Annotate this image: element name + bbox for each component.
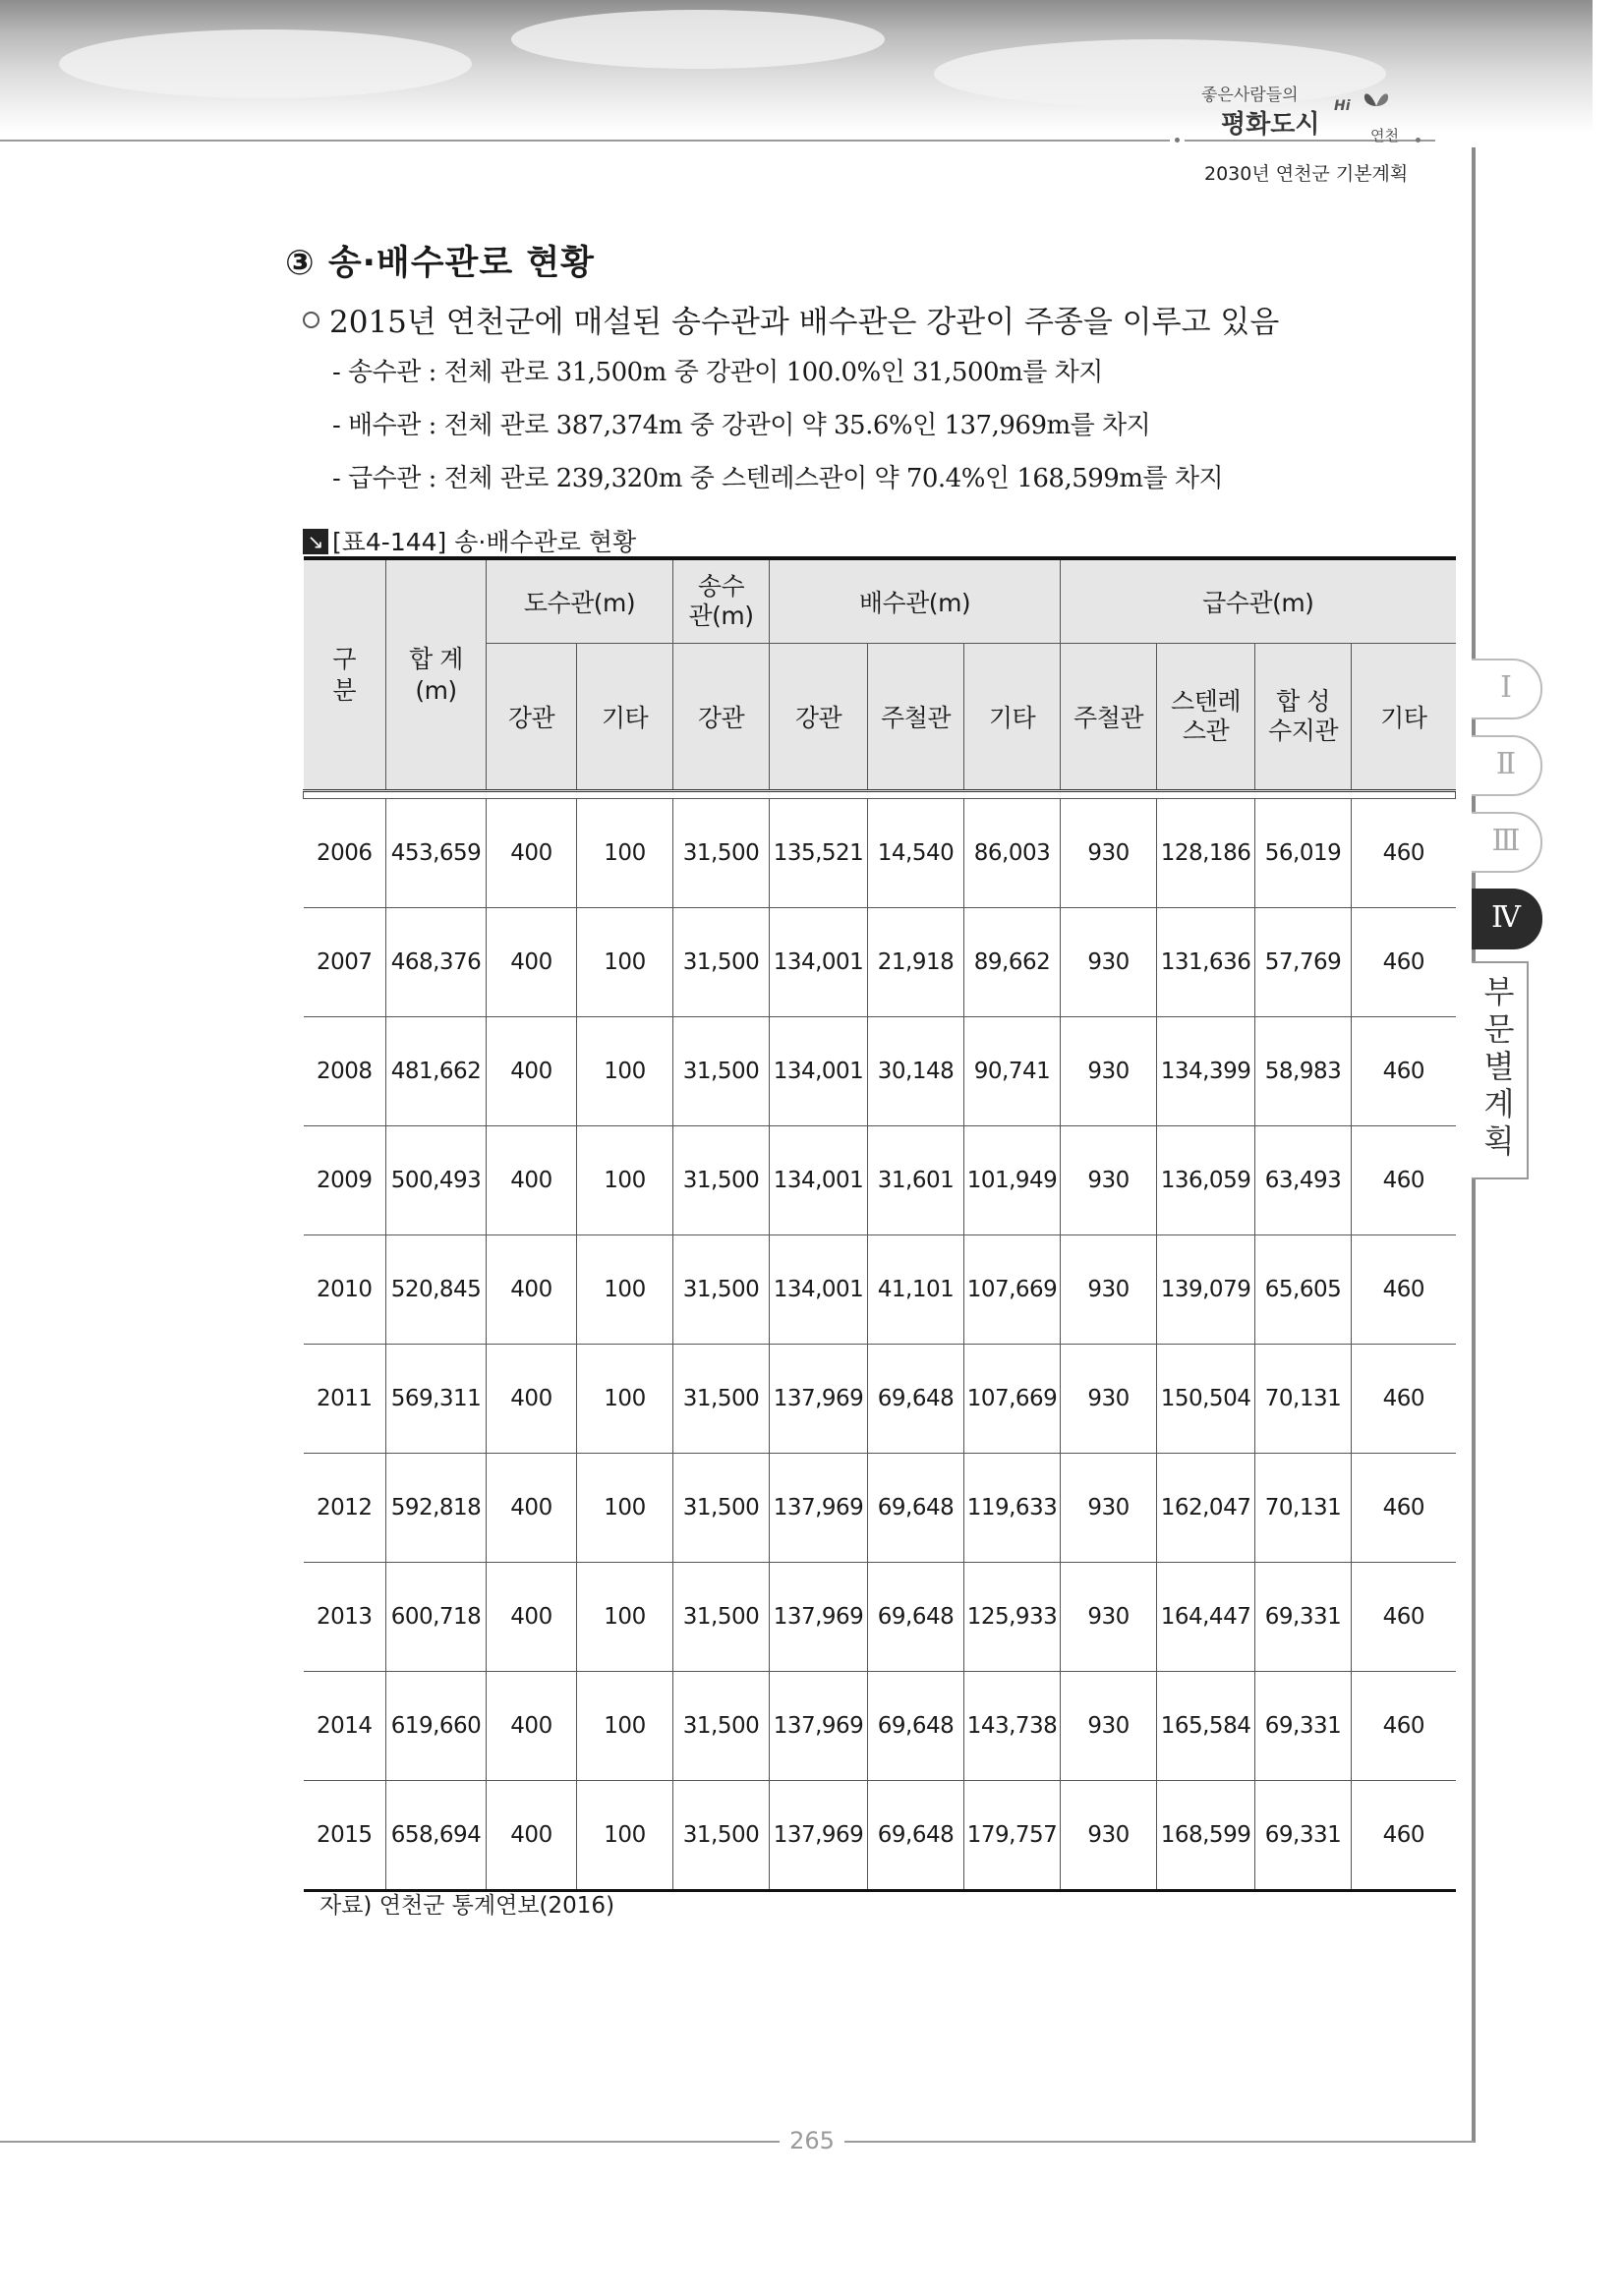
value-cell: 69,648 [868, 1454, 964, 1563]
chapter-label-char: 계 [1483, 1085, 1515, 1122]
value-cell: 58,983 [1255, 1017, 1352, 1126]
value-cell: 69,648 [868, 1345, 964, 1454]
value-cell: 30,148 [868, 1017, 964, 1126]
subheader: 주철관 [1061, 644, 1157, 791]
value-cell: 179,757 [964, 1781, 1061, 1891]
subheader: 기타 [1352, 644, 1456, 791]
value-cell: 592,818 [386, 1454, 487, 1563]
value-cell: 100 [577, 799, 673, 908]
value-cell: 520,845 [386, 1235, 487, 1345]
value-cell: 107,669 [964, 1345, 1061, 1454]
value-cell: 119,633 [964, 1454, 1061, 1563]
value-cell: 453,659 [386, 799, 487, 908]
table-row [304, 1345, 1456, 1454]
value-cell: 31,500 [673, 1126, 770, 1235]
value-cell: 57,769 [1255, 908, 1352, 1017]
butterfly-icon [1362, 88, 1391, 112]
chapter-label-char: 별 [1483, 1048, 1515, 1085]
value-cell: 31,500 [673, 908, 770, 1017]
value-cell: 69,648 [868, 1563, 964, 1672]
header-rule [0, 140, 1170, 142]
arrow-icon: ↘ [303, 529, 328, 554]
value-cell: 31,500 [673, 799, 770, 908]
chapter-label-char: 획 [1483, 1122, 1515, 1160]
value-cell: 460 [1352, 1345, 1456, 1454]
value-cell: 89,662 [964, 908, 1061, 1017]
header-total: 합 계 (m) [386, 558, 487, 791]
year-cell: 2007 [304, 908, 386, 1017]
value-cell: 100 [577, 1672, 673, 1781]
value-cell: 162,047 [1157, 1454, 1255, 1563]
value-cell: 70,131 [1255, 1345, 1352, 1454]
section-title: ③ 송·배수관로 현황 [285, 244, 595, 283]
value-cell: 131,636 [1157, 908, 1255, 1017]
detail-line: - 송수관 : 전체 관로 31,500m 중 강관이 100.0%인 31,500m를 차지 [332, 358, 1103, 387]
value-cell: 41,101 [868, 1235, 964, 1345]
table-caption [303, 523, 636, 558]
value-cell: 100 [577, 908, 673, 1017]
brand-city: 연천 [1370, 127, 1399, 144]
header-dosu: 도수관(m) [487, 558, 673, 644]
value-cell: 135,521 [770, 799, 868, 908]
value-cell: 619,660 [386, 1672, 487, 1781]
detail-line: - 급수관 : 전체 관로 239,320m 중 스텐레스관이 약 70.4%인 168,599m를 차지 [332, 464, 1224, 493]
summary-text: 2015년 연천군에 매설된 송수관과 배수관은 강관이 주종을 이루고 있음 [329, 305, 1280, 340]
chapter-label [1472, 961, 1529, 1179]
value-cell: 460 [1352, 1235, 1456, 1345]
table-row [304, 1781, 1456, 1891]
value-cell: 400 [487, 1126, 577, 1235]
chapter-tab-3[interactable]: Ⅲ [1472, 812, 1542, 873]
table-row [304, 1672, 1456, 1781]
year-cell: 2013 [304, 1563, 386, 1672]
brand-line2: 평화도시 [1221, 110, 1320, 140]
page-number-text: 265 [780, 2127, 844, 2154]
table-row [304, 1454, 1456, 1563]
value-cell: 400 [487, 1235, 577, 1345]
value-cell: 65,605 [1255, 1235, 1352, 1345]
bullet-icon [303, 312, 319, 328]
page-number [0, 2127, 1624, 2154]
value-cell: 134,001 [770, 1235, 868, 1345]
value-cell: 69,331 [1255, 1672, 1352, 1781]
header-baesu: 배수관(m) [770, 558, 1061, 644]
value-cell: 137,969 [770, 1781, 868, 1891]
value-cell: 31,500 [673, 1672, 770, 1781]
value-cell: 400 [487, 1345, 577, 1454]
subheader: 합 성 수지관 [1255, 644, 1352, 791]
year-cell: 2010 [304, 1235, 386, 1345]
value-cell: 137,969 [770, 1672, 868, 1781]
value-cell: 69,648 [868, 1781, 964, 1891]
value-cell: 460 [1352, 1781, 1456, 1891]
brand-line1: 좋은사람들의 [1201, 86, 1299, 105]
chapter-tab-2[interactable]: Ⅱ [1472, 735, 1542, 796]
value-cell: 31,500 [673, 1454, 770, 1563]
value-cell: 150,504 [1157, 1345, 1255, 1454]
value-cell: 134,399 [1157, 1017, 1255, 1126]
value-cell: 460 [1352, 1563, 1456, 1672]
table-row [304, 1126, 1456, 1235]
value-cell: 70,131 [1255, 1454, 1352, 1563]
subheader: 강관 [487, 644, 577, 791]
chapter-tab-1[interactable]: Ⅰ [1472, 659, 1542, 719]
brand-hi: Hi [1334, 98, 1351, 114]
value-cell: 400 [487, 1454, 577, 1563]
value-cell: 930 [1061, 1454, 1157, 1563]
value-cell: 658,694 [386, 1781, 487, 1891]
value-cell: 100 [577, 1235, 673, 1345]
value-cell: 460 [1352, 1672, 1456, 1781]
header-separator [304, 791, 1456, 799]
value-cell: 69,331 [1255, 1563, 1352, 1672]
value-cell: 31,500 [673, 1345, 770, 1454]
year-cell: 2015 [304, 1781, 386, 1891]
value-cell: 137,969 [770, 1454, 868, 1563]
value-cell: 460 [1352, 908, 1456, 1017]
value-cell: 31,500 [673, 1235, 770, 1345]
table-row [304, 1017, 1456, 1126]
value-cell: 400 [487, 1781, 577, 1891]
value-cell: 31,500 [673, 1017, 770, 1126]
detail-line: - 배수관 : 전체 관로 387,374m 중 강관이 약 35.6%인 137,969m를 차지 [332, 411, 1151, 440]
value-cell: 14,540 [868, 799, 964, 908]
cloud-decoration [59, 29, 472, 98]
value-cell: 164,447 [1157, 1563, 1255, 1672]
chapter-label-char: 문 [1483, 1010, 1515, 1048]
year-cell: 2006 [304, 799, 386, 908]
value-cell: 31,601 [868, 1126, 964, 1235]
value-cell: 930 [1061, 1126, 1157, 1235]
value-cell: 400 [487, 1017, 577, 1126]
subheader: 주철관 [868, 644, 964, 791]
value-cell: 134,001 [770, 1126, 868, 1235]
value-cell: 56,019 [1255, 799, 1352, 908]
header-dot [1175, 138, 1180, 143]
table-source: 자료) 연천군 통계연보(2016) [319, 1893, 615, 1919]
value-cell: 69,648 [868, 1672, 964, 1781]
value-cell: 21,918 [868, 908, 964, 1017]
value-cell: 460 [1352, 1126, 1456, 1235]
value-cell: 930 [1061, 1235, 1157, 1345]
value-cell: 86,003 [964, 799, 1061, 908]
year-cell: 2014 [304, 1672, 386, 1781]
cloud-decoration [511, 10, 885, 69]
summary-bullet [303, 297, 1279, 341]
chapter-tab-4[interactable]: Ⅳ [1472, 889, 1542, 949]
value-cell: 100 [577, 1126, 673, 1235]
value-cell: 31,500 [673, 1781, 770, 1891]
chapter-label-char: 부 [1483, 973, 1515, 1010]
value-cell: 930 [1061, 799, 1157, 908]
value-cell: 128,186 [1157, 799, 1255, 908]
value-cell: 125,933 [964, 1563, 1061, 1672]
table-row [304, 799, 1456, 908]
value-cell: 400 [487, 1563, 577, 1672]
table-row [304, 1235, 1456, 1345]
value-cell: 468,376 [386, 908, 487, 1017]
header-songsu: 송수관(m) [673, 558, 770, 644]
value-cell: 930 [1061, 1563, 1157, 1672]
value-cell: 400 [487, 908, 577, 1017]
subheader: 기타 [577, 644, 673, 791]
value-cell: 460 [1352, 1454, 1456, 1563]
value-cell: 90,741 [964, 1017, 1061, 1126]
plan-title: 2030년 연천군 기본계획 [1204, 163, 1409, 185]
value-cell: 100 [577, 1781, 673, 1891]
value-cell: 930 [1061, 1672, 1157, 1781]
value-cell: 100 [577, 1563, 673, 1672]
subheader: 강관 [673, 644, 770, 791]
value-cell: 100 [577, 1454, 673, 1563]
value-cell: 134,001 [770, 1017, 868, 1126]
year-cell: 2009 [304, 1126, 386, 1235]
value-cell: 168,599 [1157, 1781, 1255, 1891]
year-cell: 2011 [304, 1345, 386, 1454]
value-cell: 31,500 [673, 1563, 770, 1672]
value-cell: 101,949 [964, 1126, 1061, 1235]
header-geupsu: 급수관(m) [1061, 558, 1456, 644]
value-cell: 143,738 [964, 1672, 1061, 1781]
table-row [304, 908, 1456, 1017]
value-cell: 930 [1061, 908, 1157, 1017]
table-row [304, 1563, 1456, 1672]
value-cell: 930 [1061, 1781, 1157, 1891]
value-cell: 100 [577, 1017, 673, 1126]
value-cell: 137,969 [770, 1345, 868, 1454]
value-cell: 460 [1352, 799, 1456, 908]
value-cell: 600,718 [386, 1563, 487, 1672]
value-cell: 134,001 [770, 908, 868, 1017]
value-cell: 930 [1061, 1017, 1157, 1126]
city-brand-logo [1201, 81, 1427, 149]
value-cell: 107,669 [964, 1235, 1061, 1345]
value-cell: 69,331 [1255, 1781, 1352, 1891]
table-caption-text: [표4-144] 송·배수관로 현황 [332, 528, 637, 556]
value-cell: 569,311 [386, 1345, 487, 1454]
value-cell: 165,584 [1157, 1672, 1255, 1781]
value-cell: 136,059 [1157, 1126, 1255, 1235]
year-cell: 2008 [304, 1017, 386, 1126]
value-cell: 460 [1352, 1017, 1456, 1126]
subheader: 기타 [964, 644, 1061, 791]
value-cell: 100 [577, 1345, 673, 1454]
value-cell: 481,662 [386, 1017, 487, 1126]
pipeline-status-table [303, 556, 1456, 1892]
separator-cell [304, 791, 1456, 799]
value-cell: 137,969 [770, 1563, 868, 1672]
year-cell: 2012 [304, 1454, 386, 1563]
subheader: 강관 [770, 644, 868, 791]
value-cell: 139,079 [1157, 1235, 1255, 1345]
value-cell: 63,493 [1255, 1126, 1352, 1235]
value-cell: 400 [487, 1672, 577, 1781]
value-cell: 930 [1061, 1345, 1157, 1454]
value-cell: 400 [487, 799, 577, 908]
header-gubun: 구분 [304, 558, 386, 791]
value-cell: 500,493 [386, 1126, 487, 1235]
subheader: 스텐레스관 [1157, 644, 1255, 791]
